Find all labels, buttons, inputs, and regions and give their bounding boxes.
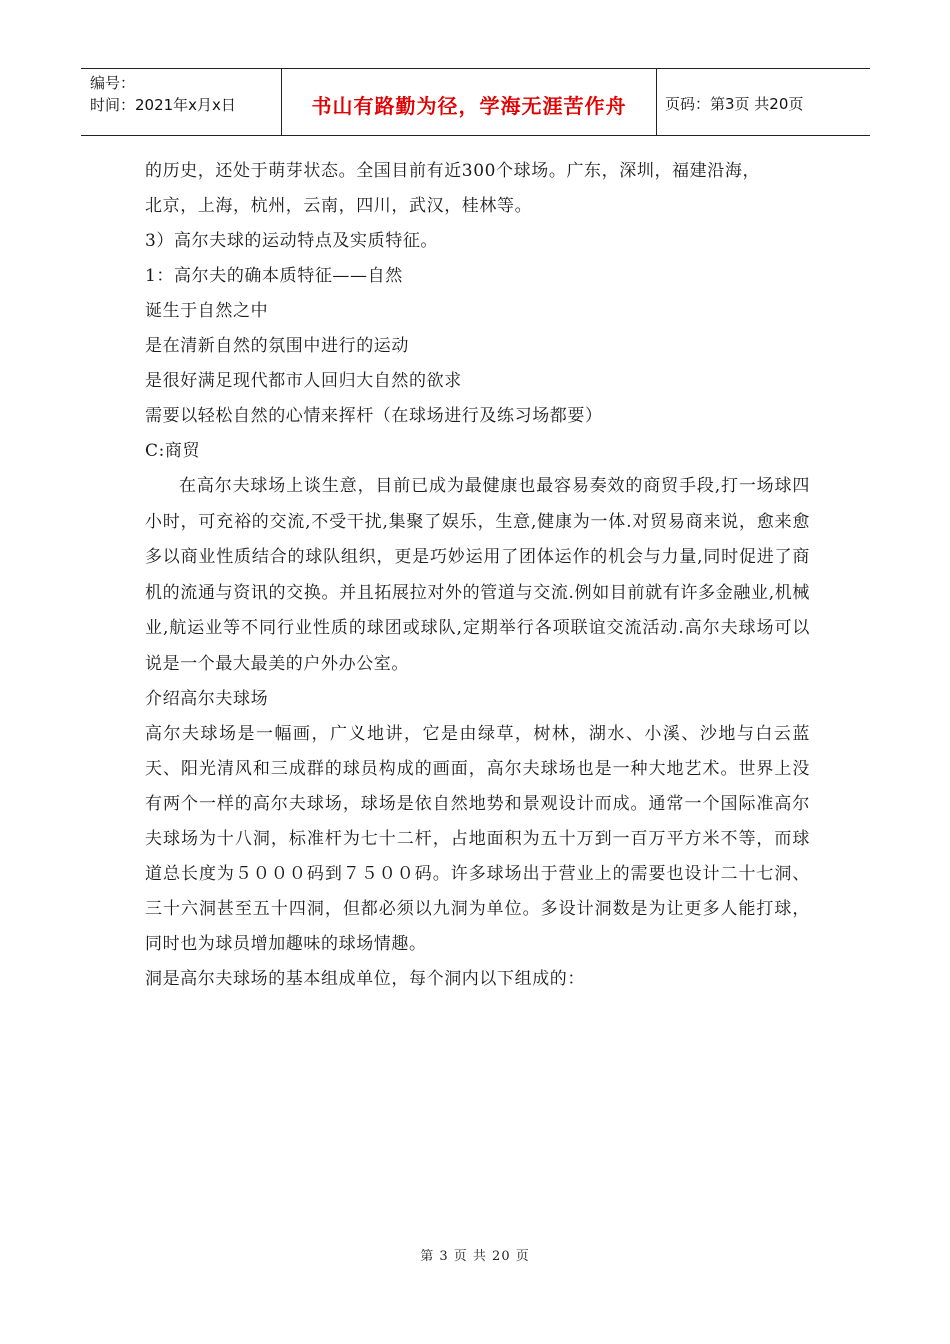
page-footer: 第 3 页 共 20 页: [420, 1249, 530, 1264]
header-meta: [81, 69, 282, 135]
text-line: 是在清新自然的氛围中进行的运动: [145, 336, 409, 356]
intro-heading: 介绍高尔夫球场: [145, 689, 269, 709]
subsection-heading: C:商贸: [145, 441, 201, 461]
paragraph-course: 高尔夫球场是一幅画，广义地讲，它是由绿草，树林，湖水、小溪、沙地与白云蓝天、阳光清风和三成群的球员构成的画面，高尔夫球场也是一种大地艺术。世界上没有两个一样的高尔夫球场，球场是依自然地势和景观设计而成。通常一个国际准高尔夫球场为十八洞，标准杆为七十二杆，占地面积为五十万到一百万平方米不等，而球道总长度为５０００码到７５００码。许多球场出于营业上的需要也设计二十七洞、三十六洞甚至五十四洞，但都必须以九洞为单位。多设计洞数是为让更多人能打球，同时也为球员增加趣味的球场情趣。: [145, 724, 810, 954]
number-label: 编号：: [90, 74, 136, 92]
text-line: 洞是高尔夫球场的基本组成单位，每个洞内以下组成的：: [145, 969, 585, 989]
text-line: 的历史，还处于萌芽状态。全国目前有近300个球场。广东，深圳，福建沿海，: [145, 161, 761, 181]
paragraph-trade: 在高尔夫球场上谈生意，目前已成为最健康也最容易奏效的商贸手段,打一场球四小时，可充裕的交流,不受干扰,集聚了娱乐，生意,健康为一体.对贸易商来说，愈来愈多以商业性质结合的球队组织，更是巧妙运用了团体运作的机会与力量,同时促进了商机的流通与资讯的交换。并且拓展拉对外的管道与交流.例如目前就有许多金融业,机械业,航运业等不同行业性质的球团或球队,定期举行各项联谊交流活动.高尔夫球场可以说是一个最大最美的户外办公室。: [145, 476, 810, 674]
text-line: 需要以轻松自然的心情来挥杆（在球场进行及练习场都要）: [145, 406, 603, 426]
text-line: 诞生于自然之中: [145, 301, 269, 321]
page-header: [81, 68, 870, 136]
section-heading: 3）高尔夫球的运动特点及实质特征。: [145, 231, 439, 251]
text-line: 北京，上海，杭州，云南，四川，武汉，桂林等。: [145, 196, 533, 216]
header-motto: 书山有路勤为径，学海无涯苦作舟: [282, 69, 657, 135]
header-page-info: 页码：第3页 共20页: [665, 94, 804, 113]
document-body: [145, 154, 810, 997]
text-line: 是很好满足现代都市人回归大自然的欲求: [145, 371, 462, 391]
date-label: 时间：2021年x月x日: [90, 96, 236, 114]
subsection-heading: 1：高尔夫的确本质特征——自然: [145, 266, 403, 286]
